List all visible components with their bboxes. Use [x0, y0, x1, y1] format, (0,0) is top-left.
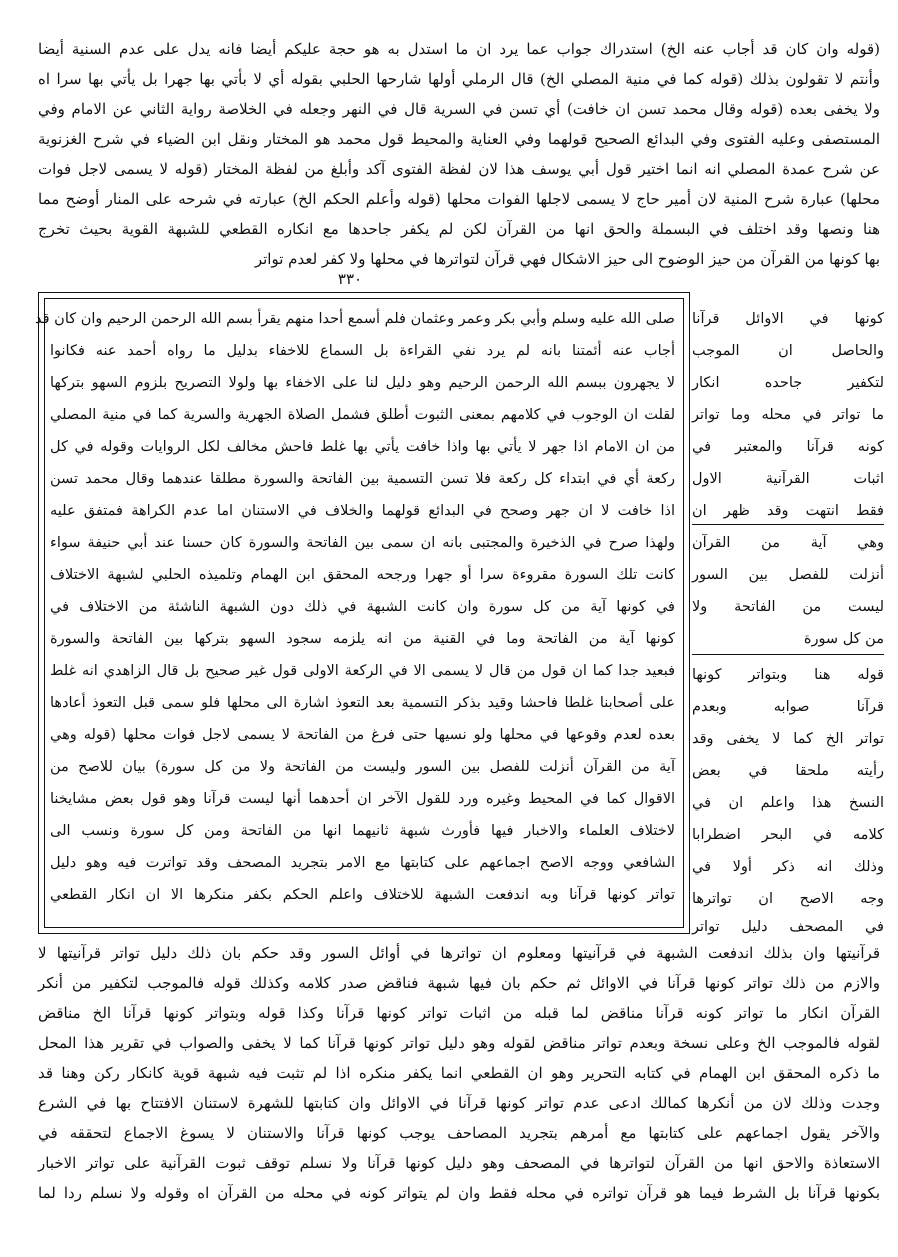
text-line: وجدت وذلك لان من أنكرها كمالك ادعى عدم تواتر كونها قرآنا في الاوائل وان كتابتها للشهرة لاستنان الافتتاح بها في الشرع — [38, 1094, 880, 1112]
text-line: ولا يخفى بعده (قوله وقال محمد تسن ان خافت) أي تسن في السرية قال في النهر وجعله في الخلاصة رواية الثاني عن الامام وفي — [38, 100, 880, 118]
text-line: ركعة أي في ابتداء كل ركعة فلا تسن التسمية بين الفاتحة والسورة مطلقا عندهما وقال محمد تسن — [50, 471, 675, 487]
text-line: كانت تلك السورة مقروءة سرا أو جهرا ورجحه المحقق ابن الهمام وتلميذه الحلبي لشبهة الاختلاف — [50, 567, 675, 583]
text-line: قرآنا صوابه وبعدم — [692, 699, 884, 715]
text-line: وهي آية من القرآن — [692, 535, 884, 551]
text-line: آية من القرآن أنزلت للفصل بين السور وليست من الفاتحة ولا من كل سورة) بيان للاصح من — [50, 759, 675, 775]
text-line: النسخ هذا واعلم ان في — [692, 795, 884, 811]
text-line: ولهذا صرح في الذخيرة والمجتبى بانه ان سمى بين الفاتحة والسورة كان حسنا عند أبي حنيفة سواء — [50, 535, 675, 551]
text-line: لقوله فالموجب الخ وعلى نسخة وبعدم تواتر مناقض لقوله وهو دليل تواتر كونها قرآنا كما لا يخفى والصواب في تقرير هذا المحل — [38, 1034, 880, 1052]
text-line: في المصحف دليل تواتر — [692, 919, 884, 935]
text-line: ما تواتر في محله وما تواتر — [692, 407, 884, 423]
text-line: هنا ونصها وقد اختلف في البسملة والحق انها من القرآن لكن لم يكفر جاحدها مع انكاره القطعي للشبهة القوية بحيث تخرج — [38, 220, 880, 238]
text-line: لقلت ان الوجوب في كلامهم بمعنى الثبوت أطلق فشمل الصلاة الجهرية والسرية كما في منية المصلي — [50, 407, 675, 423]
text-line: بكونها قرآنا بل الشرط فيما هو قرآن تواتره في محله فقط وان لم يتواتر كونه في محله من القرآن اه وقوله ولا نسلم ردا لما — [38, 1184, 880, 1202]
text-line: من ان الامام اذا جهر لا يأتي بها واذا خافت يأتي بها غلط فاحش مخالف لكل الروايات وقوله في كل — [50, 439, 675, 455]
text-line: كلامه في البحر اضطرابا — [692, 827, 884, 843]
text-line: في كونها آية من كل سورة وان كانت الشبهة في ذلك دون الشبهة الناشئة من الاختلاف في — [50, 599, 675, 615]
text-line: على أصحابنا غلطا فاحشا وقيد بذكر التسمية بعد التعوذ اشارة الى محلها فلو سمى قبل التعوذ أعادها — [50, 695, 675, 711]
text-line: فبعيد جدا كما ان قول من قال لا يسمى الا في الركعة الاولى قول غير صحيح بل قال الزاهدي انه غلط — [50, 663, 675, 679]
divider — [692, 524, 884, 525]
text-line: ما ذكره المحقق ابن الهمام في كتابه التحرير وهو ان القطعي انما يكفر منكره اذا لم تثبت فيه شبهة قوية كانكار ركن وهنا قد — [38, 1064, 880, 1082]
text-line: والحاصل ان الموجب — [692, 343, 884, 359]
text-line: محلها) عبارة شرح المنية لان أمير حاج لا يسمى لاجلها الفوات محلها (قوله وأعلم الحكم الخ) عبارته في شرحه على المنار أوضح مما — [38, 190, 880, 208]
text-line: كونه قرآنا والمعتبر في — [692, 439, 884, 455]
text-line: أجاب عنه أئمتنا بانه لم يرد نفي القراءة بل السماع للاخفاء بدليل ما رواه أحمد عنه فكانوا — [50, 343, 675, 359]
text-line: بعده لعدم وقوعها في محلها ولو نسيها حتى فرغ من الفاتحة لا يسمى لاجل فوات محلها (قوله وهي — [50, 727, 675, 743]
text-line: (قوله وان كان قد أجاب عنه الخ) استدراك جواب عما يرد ان ما استدل به هو حجة عليكم أيضا فانه يدل على عدم السنية أيضا — [38, 40, 880, 58]
text-line: فقط انتهت وقد ظهر ان — [692, 503, 884, 519]
divider — [692, 654, 884, 655]
text-line: رأيته ملحقا في بعض — [692, 763, 884, 779]
text-line: القرآن انكار ما تواتر كونه قرآنا مناقض لما قبله من اثبات تواتر كونها قرآنا وكذا قوله وبتواتر كونها قرآنا الخ مناقض — [38, 1004, 880, 1022]
text-line: المستصفى وعليه الفتوى وفي البدائع الصحيح قولهما وفي العناية والمحيط قول محمد هو المختار ونقل ابن الضياء في شرح الغزنوية — [38, 130, 880, 148]
text-line: اثبات القرآنية الاول — [692, 471, 884, 487]
text-line: من كل سورة — [803, 631, 884, 647]
text-line: الاقوال كما في المحيط وغيره ورد للقول الآخر ان أحدهما أنها ليست قرآنا وهو قول بعض مشايخنا — [50, 791, 675, 807]
text-line: والازم من ذلك تواتر كونها قرآنا في الاوائل ثم حكم بان فيها شبهة فناقض صدر كلامه وكذلك قوله فالموجب لتكفير من أنكر — [38, 974, 880, 992]
text-line: والآخر يقول اجماعهم على كتابتها مع أمرهم بتجريد المصاحف يوجب كونها قرآنا والاستنان لا يسوغ الاجماع لتحققه في — [38, 1124, 880, 1142]
text-line: قوله هنا وبتواتر كونها — [692, 667, 884, 683]
text-line: صلى الله عليه وسلم وأبي بكر وعمر وعثمان فلم أسمع أحدا منهم يقرأ بسم الله الرحمن الرحيم وان كان قد — [35, 311, 675, 327]
text-line: عن شرح عمدة المصلي انه انما اختير قول أبي يوسف هذا لان لفظة الفتوى آكد وأبلغ من لفظة المختار (قوله لا يسمى لاجل فوات — [38, 160, 880, 178]
text-line: الاستعاذة والاحق انها من القرآن لتواترها في المصحف وهو دليل كونها قرآنا ولا نسلم توقف ثبوت القرآنية على تواتر الاخبار — [38, 1154, 880, 1172]
page-number: ٣٣٠ — [337, 270, 363, 288]
text-line: الشافعي ووجه الاصح اجماعهم على كتابتها مع الامر بتجريد المصحف وقد تواترت فيه وهو دليل — [50, 855, 675, 871]
text-line: أنزلت للفصل بين السور — [692, 567, 884, 583]
text-line: وأنتم لا تقولون بذلك (قوله كما في منية المصلي الخ) قال الرملي أولها شارحها الحلبي بقوله أي لا بأتي بها جهرا بل يأتي بها سرا اه — [38, 70, 880, 88]
text-line: تواتر كونها قرآنا وبه اندفعت الشبهة للاختلاف واعلم الحكم بكفر منكرها الا ان انكار القطعي — [50, 887, 675, 903]
text-line: لا يجهرون ببسم الله الرحمن الرحيم وهو دليل لنا على الاخفاء بها ولولا التصريح بلزوم السهو بتركها — [50, 375, 675, 391]
text-line: ليست من الفاتحة ولا — [692, 599, 884, 615]
text-line: وذلك انه ذكر أولا في — [692, 859, 884, 875]
text-line: وجه الاصح ان تواترها — [692, 891, 884, 907]
text-line: كونها آية من الفاتحة وما في القنية من انه يلزمه سجود السهو بتركها بين الفاتحة والسورة — [50, 631, 675, 647]
text-line: تواتر الخ كما لا يخفى وقد — [692, 731, 884, 747]
text-line: كونها في الاوائل قرآنا — [692, 311, 884, 327]
text-line: لتكفير جاحده انكار — [692, 375, 884, 391]
text-line: قرآنيتها وان بذلك اندفعت الشبهة في قرآنيتها ومعلوم ان تواترها في أوائل السور وقد حكم بان ذلك دليل تواتر قرآنيتها لا — [38, 944, 880, 962]
text-line: بها كونها من القرآن من حيز الوضوح الى حيز الاشكال فهي قرآن لتواترها في محلها ولا كفر لعدم تواتر — [254, 250, 880, 268]
text-line: لاختلاف العلماء والاخبار فيها فأورث شبهة ثانيهما انها من الفاتحة ومن كل سورة ونسب الى — [50, 823, 675, 839]
text-line: اذا خافت لا ان جهر وصحح في البدائع قولهما والخلاف في الاستنان اما عدم الكراهة فمتفق عليه — [50, 503, 675, 519]
